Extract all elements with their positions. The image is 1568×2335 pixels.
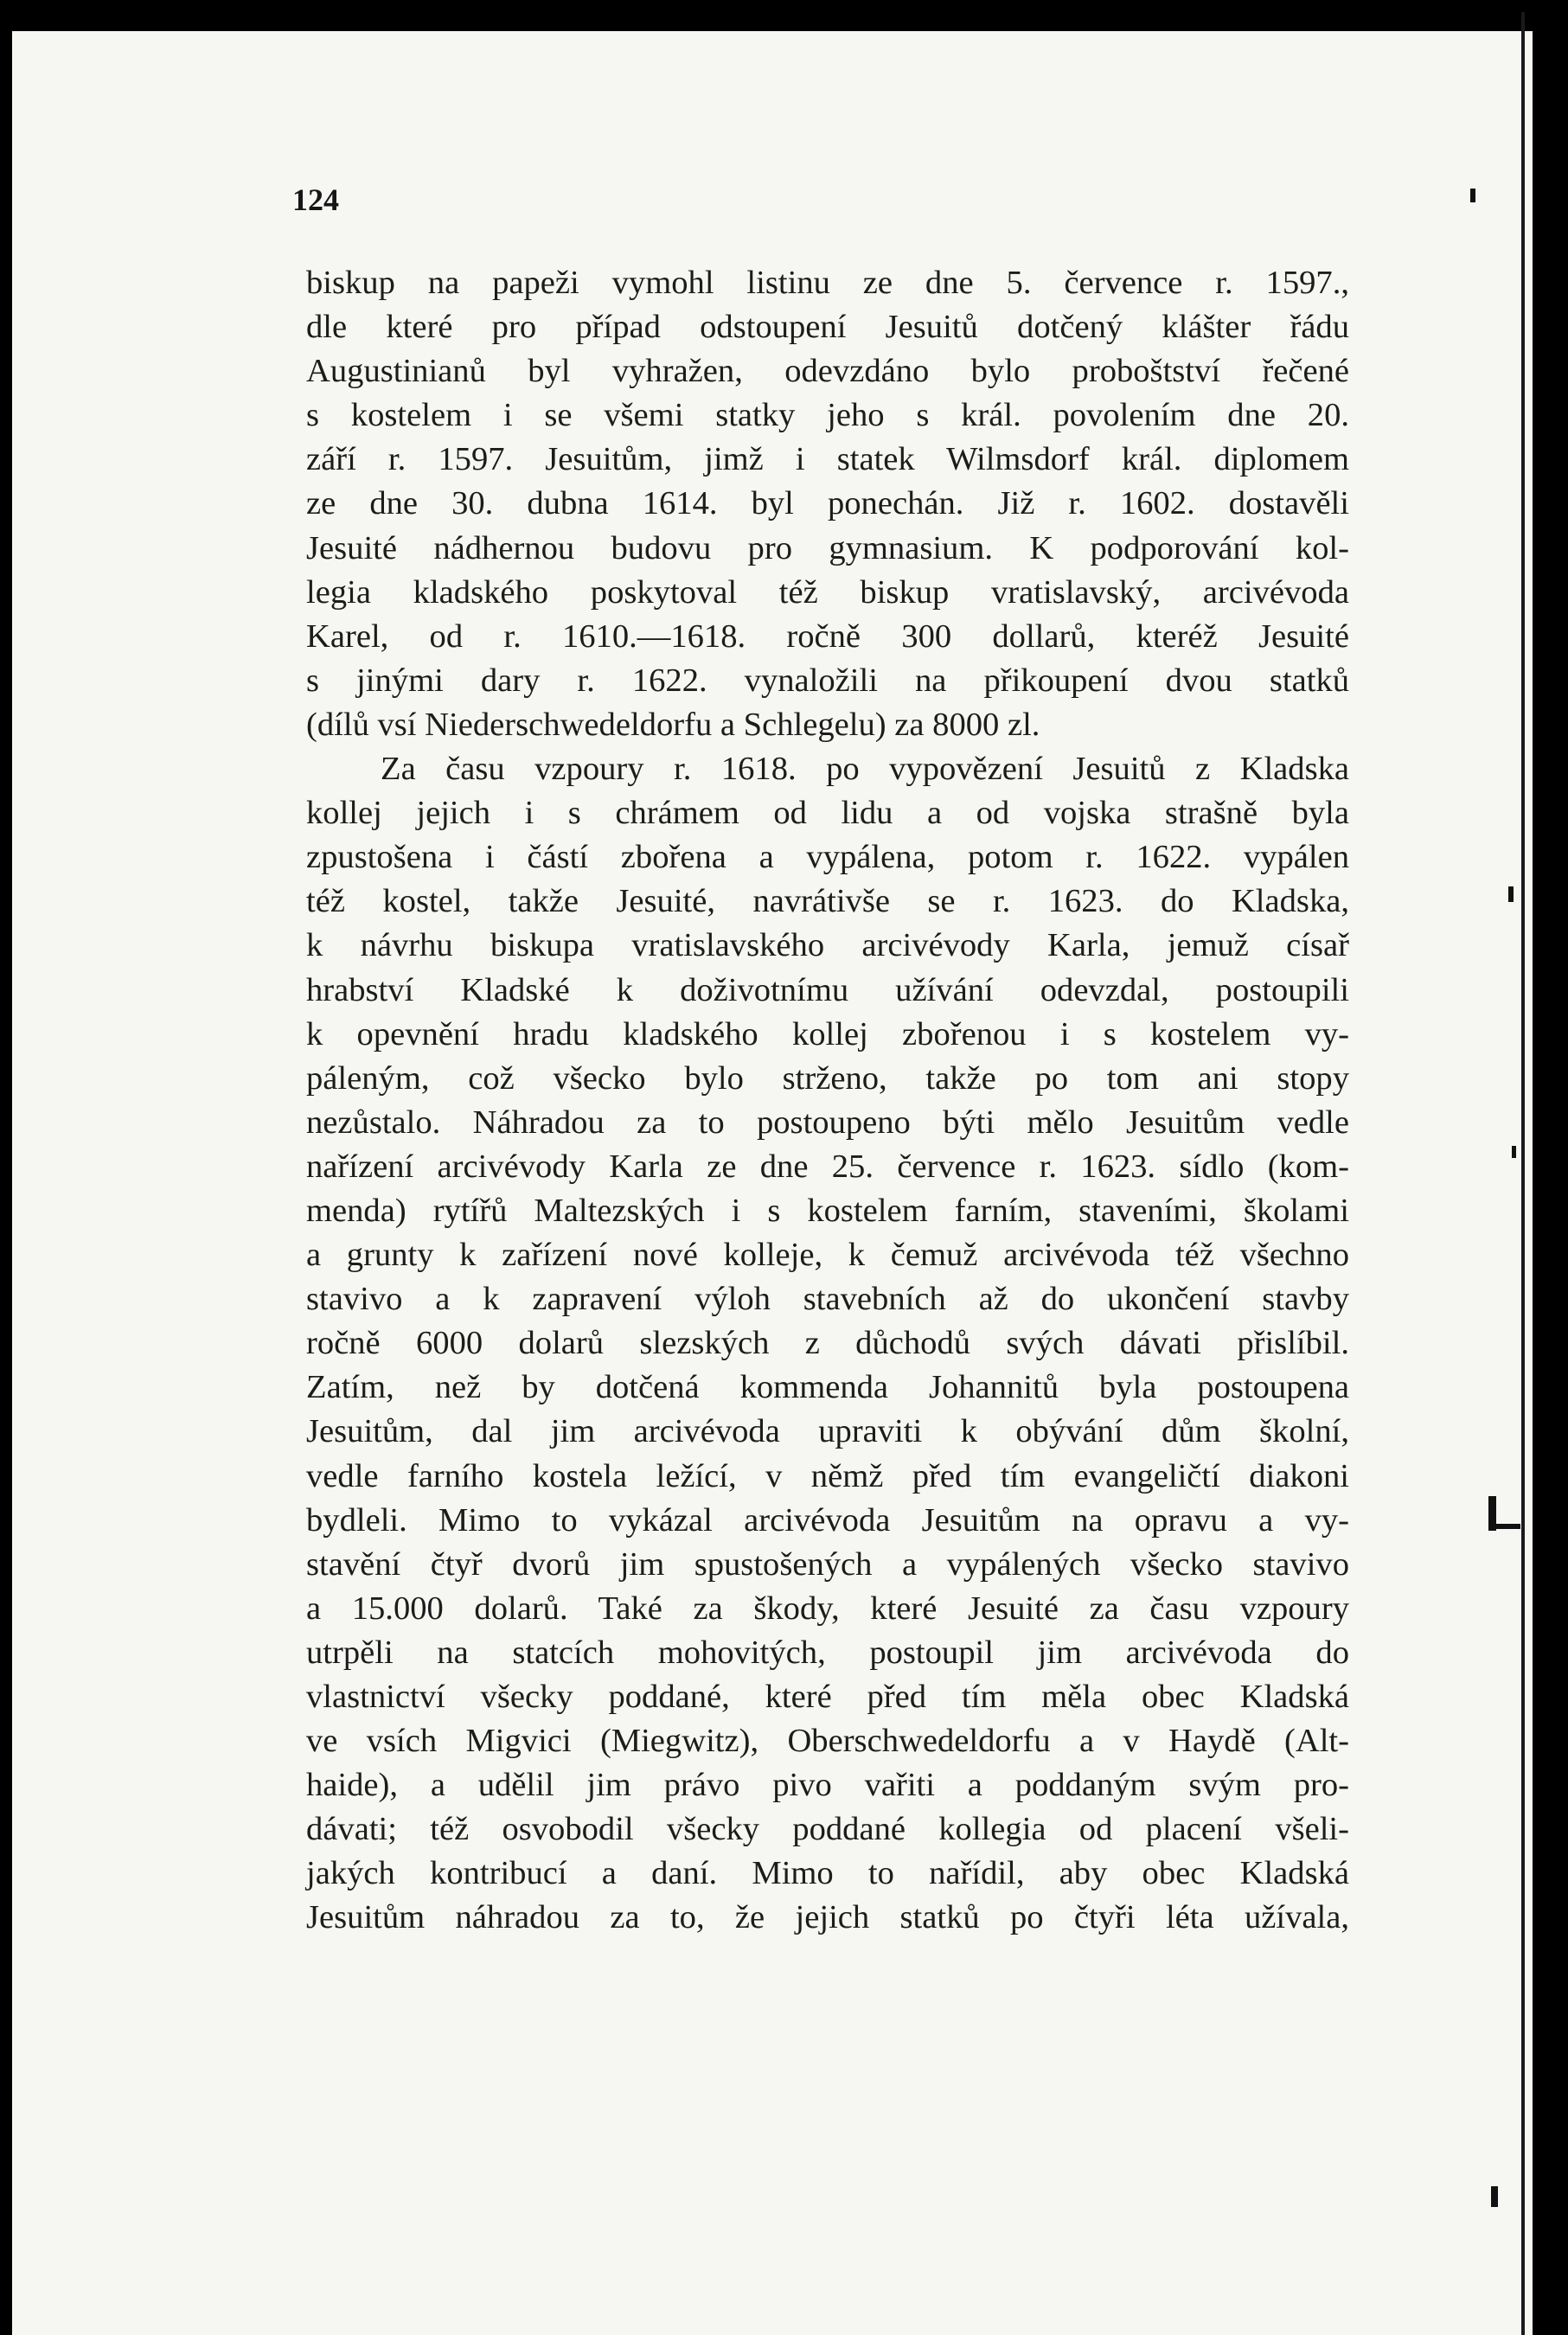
text-line: biskup na papeži vymohl listinu ze dne 5. července r. 1597., [306, 265, 1349, 301]
text-line: s kostelem i se všemi statky jeho s král. povolením dne 20. [306, 397, 1349, 434]
text-line: a grunty k zařízení nové kolleje, k čemuž arcivévoda též všechno [306, 1237, 1349, 1274]
text-line: ročně 6000 dolarů slezských z důchodů svých dávati přislíbil. [306, 1325, 1349, 1362]
text-line: bydleli. Mimo to vykázal arcivévoda Jesuitům na opravu a vy- [306, 1501, 1349, 1539]
text-line: vlastnictví všecky poddané, které před tím měla obec Kladská [306, 1679, 1349, 1715]
text-line: dle které pro případ odstoupení Jesuitů dotčený klášter řádu [306, 309, 1349, 346]
text-line: (dílů vsí Niederschwedeldorfu a Schlegelu) za 8000 zl. [306, 706, 1040, 743]
text-line: vedle farního kostela ležící, v němž před tím evangeličtí diakoni [306, 1457, 1349, 1494]
text-line: k opevnění hradu kladského kollej zbořenou i s kostelem vy- [306, 1015, 1349, 1052]
text-line: hrabství Kladské k doživotnímu užívání odevzdal, postoupili [306, 971, 1349, 1008]
text-line: zpustošena i částí zbořena a vypálena, potom r. 1622. vypálen [306, 839, 1349, 876]
text-line: kollej jejich i s chrámem od lidu a od vojska strašně byla [306, 795, 1349, 832]
text-line: páleným, což všecko bylo strženo, takže po tom ani stopy [306, 1059, 1349, 1097]
text-line: jakých kontribucí a daní. Mimo to nařídil, aby obec Kladská [306, 1855, 1349, 1892]
body-text [306, 261, 1349, 1941]
text-line: a 15.000 dolarů. Také za škody, které Jesuité za času vzpoury [306, 1590, 1349, 1627]
text-line: haide), a udělil jim právo pivo vařiti a poddaným svým pro- [306, 1767, 1349, 1804]
text-line: Augustinianů byl vyhražen, odevzdáno bylo proboštství řečené [306, 353, 1349, 390]
text-line: stavivo a k zapravení výloh stavebních až do ukončení stavby [306, 1281, 1349, 1318]
scan-border [1533, 0, 1568, 2335]
scan-artifact [1496, 1524, 1520, 1529]
text-line: ze dne 30. dubna 1614. byl ponechán. Již r. 1602. dostavěli [306, 485, 1349, 522]
scan-artifact [1470, 189, 1475, 202]
text-line: Jesuitům náhradou za to, že jejich statků po čtyři léta užívala, [306, 1899, 1349, 1936]
text-line: stavění čtyř dvorů jim spustošených a vypálených všecko stavivo [306, 1545, 1349, 1583]
scan-artifact [1508, 886, 1514, 902]
text-line: menda) rytířů Maltezských i s kostelem farním, staveními, školami [306, 1192, 1349, 1229]
text-line: s jinými dary r. 1622. vynaložili na přikoupení dvou statků [306, 662, 1349, 699]
text-line: Zatím, než by dotčená kommenda Johannitů byla postoupena [306, 1369, 1349, 1406]
text-line: nezůstalo. Náhradou za to postoupeno býti mělo Jesuitům vedle [306, 1104, 1349, 1141]
page-edge-shadow [1521, 12, 1525, 2335]
text-line: utrpěli na statcích mohovitých, postoupil jim arcivévoda do [306, 1634, 1349, 1671]
text-line: legia kladského poskytoval též biskup vratislavský, arcivévoda [306, 573, 1349, 611]
scan-artifact [1512, 1146, 1516, 1158]
text-line: ve vsích Migvici (Miegwitz), Oberschwedeldorfu a v Haydě (Alt- [306, 1723, 1349, 1760]
text-line: září r. 1597. Jesuitům, jimž i statek Wilmsdorf král. diplomem [306, 441, 1349, 478]
text-line: nařízení arcivévody Karla ze dne 25. července r. 1623. sídlo (kom- [306, 1148, 1349, 1185]
page-number: 124 [292, 182, 339, 217]
paragraph-start-line: Za času vzpoury r. 1618. po vypovězení Jesuitů z Kladska [381, 751, 1349, 788]
scan-artifact [1488, 1496, 1496, 1531]
text-line: Jesuitům, dal jim arcivévoda upraviti k obývání dům školní, [306, 1413, 1349, 1450]
text-line: dávati; též osvobodil všecky poddané kollegia od placení všeli- [306, 1811, 1349, 1848]
text-line: Jesuité nádhernou budovu pro gymnasium. K podporování kol- [306, 529, 1349, 566]
text-line: k návrhu biskupa vratislavského arcivévody Karla, jemuž císař [306, 927, 1349, 964]
text-line: též kostel, takže Jesuité, navrátivše se r. 1623. do Kladska, [306, 883, 1349, 920]
scan-artifact [1491, 2186, 1498, 2207]
text-line: Karel, od r. 1610.—1618. ročně 300 dollarů, kteréž Jesuité [306, 617, 1349, 655]
